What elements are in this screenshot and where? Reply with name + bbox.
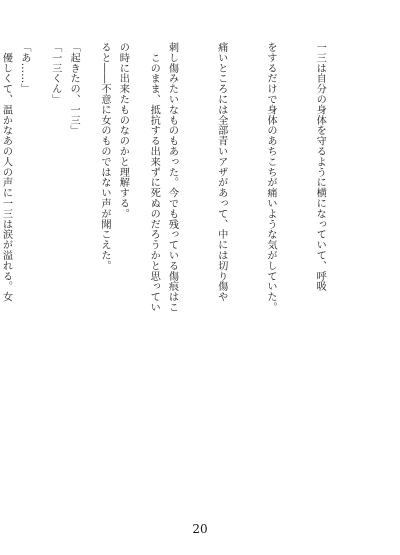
text-line: 「あ……」	[18, 42, 30, 94]
text-line: 優しくて、温かなあの人の声に一三は涙が溢れる。女	[0, 42, 12, 302]
text-line: の時に出来たものなのかと理解する。	[117, 42, 129, 219]
text-line: をするだけで身体のあちこちが痛いような気がしていた。	[264, 42, 276, 313]
text-line: ると――不意に女のものではない声が聞こえた。	[98, 42, 110, 271]
text-line: 痛いところには全部青いアザがあって、中には切り傷や	[215, 42, 227, 302]
text-line: 「一三くん」	[49, 42, 61, 105]
text-line: 一三は自分の身体を守るように横になっていて、呼吸	[314, 42, 326, 292]
text-line: このまま、抵抗する出来ずに死ぬのだろうかと思ってい	[148, 42, 160, 313]
page-number: 20	[192, 522, 208, 536]
text-line: 「起きたの、一三」	[68, 42, 80, 136]
left-text-column	[0, 42, 194, 502]
text-line: 刺し傷みたいなものもあった。今でも残っている傷痕はこ	[166, 42, 178, 313]
